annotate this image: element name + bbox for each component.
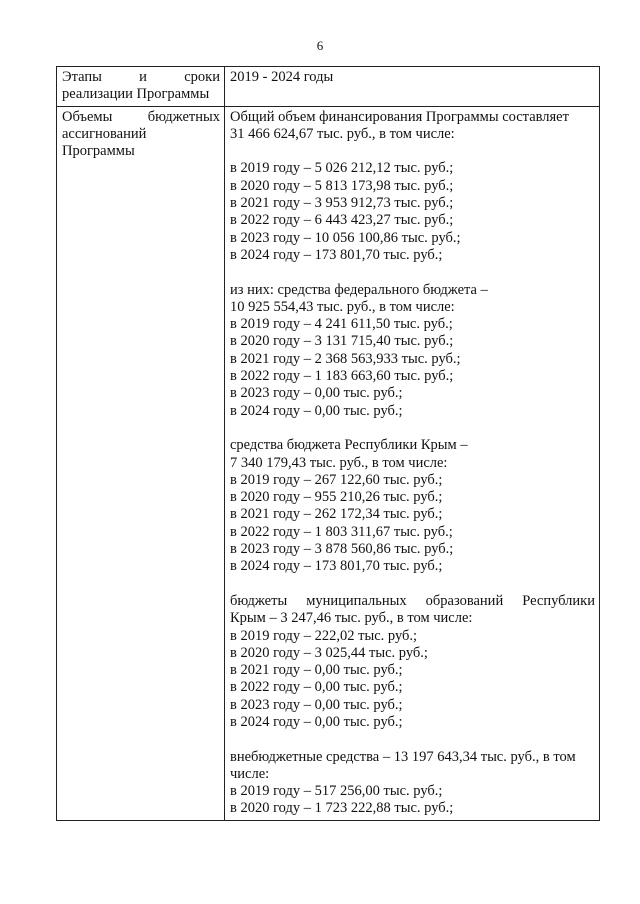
word: и xyxy=(139,69,147,85)
funding-label-line3: Программы xyxy=(62,143,135,160)
spacer xyxy=(230,420,595,437)
funding-value-cell xyxy=(225,106,600,820)
municipal-year-line: в 2024 году – 0,00 тыс. руб.; xyxy=(230,713,403,730)
crimea-year-line: в 2024 году – 173 801,70 тыс. руб.; xyxy=(230,558,443,575)
word: сроки xyxy=(184,69,220,85)
total-year-line: в 2023 году – 10 056 100,86 тыс. руб.; xyxy=(230,229,461,246)
total-year-line: в 2020 году – 5 813 173,98 тыс. руб.; xyxy=(230,177,454,194)
word: бюджетных xyxy=(147,108,220,125)
crimea-year-line: в 2021 году – 262 172,34 тыс. руб.; xyxy=(230,506,443,523)
municipal-year-line: в 2021 году – 0,00 тыс. руб.; xyxy=(230,662,403,679)
word: бюджеты xyxy=(230,592,288,609)
municipal-year-line: в 2019 году – 222,02 тыс. руб.; xyxy=(230,627,418,644)
word: муниципальных xyxy=(306,592,407,609)
federal-year-line: в 2020 году – 3 131 715,40 тыс. руб.; xyxy=(230,333,454,350)
total-year-line: в 2022 году – 6 443 423,27 тыс. руб.; xyxy=(230,212,454,229)
word: Объемы xyxy=(62,108,113,125)
stages-value-cell xyxy=(225,67,600,107)
total-year-line: в 2019 году – 5 026 212,12 тыс. руб.; xyxy=(230,160,454,177)
funding-label-line1 xyxy=(62,109,220,126)
word: Республики xyxy=(522,592,595,609)
spacer xyxy=(230,143,595,160)
extrabudget-line1: внебюджетные средства – 13 197 643,34 тыс. руб., в том xyxy=(230,748,576,765)
word: образований xyxy=(425,592,504,609)
federal-year-line: в 2024 году – 0,00 тыс. руб.; xyxy=(230,402,403,419)
page-number: 6 xyxy=(316,38,324,53)
municipal-year-line: в 2023 году – 0,00 тыс. руб.; xyxy=(230,696,403,713)
federal-line: из них: средства федерального бюджета – xyxy=(230,281,488,298)
crimea-year-line: в 2022 году – 1 803 311,67 тыс. руб.; xyxy=(230,523,453,540)
spacer xyxy=(230,731,595,748)
crimea-year-line: в 2019 году – 267 122,60 тыс. руб.; xyxy=(230,471,443,488)
stages-label-line2: реализации Программы xyxy=(62,86,210,103)
federal-year-line: в 2021 году – 2 368 563,933 тыс. руб.; xyxy=(230,350,461,367)
total-year-line: в 2021 году – 3 953 912,73 тыс. руб.; xyxy=(230,195,454,212)
funding-label-line2: ассигнований xyxy=(62,125,147,142)
spacer xyxy=(230,264,595,281)
extrabudget-year-line: в 2020 году – 1 723 222,88 тыс. руб.; xyxy=(230,800,454,817)
program-passport-table xyxy=(56,66,600,821)
federal-line: 10 925 554,43 тыс. руб., в том числе: xyxy=(230,298,455,315)
word: Этапы xyxy=(62,69,102,85)
stages-label-line1 xyxy=(62,69,220,86)
funding-label-cell xyxy=(57,106,225,820)
federal-year-line: в 2023 году – 0,00 тыс. руб.; xyxy=(230,385,403,402)
total-line: Общий объем финансирования Программы составляет xyxy=(230,108,569,125)
crimea-year-line: в 2020 году – 955 210,26 тыс. руб.; xyxy=(230,489,443,506)
stages-label-cell xyxy=(57,67,225,107)
municipal-year-line: в 2020 году – 3 025,44 тыс. руб.; xyxy=(230,644,428,661)
total-year-line: в 2024 году – 173 801,70 тыс. руб.; xyxy=(230,246,443,263)
crimea-line: средства бюджета Республики Крым – xyxy=(230,437,468,454)
table-row-stages xyxy=(57,67,600,107)
municipal-line1 xyxy=(230,593,595,610)
crimea-line: 7 340 179,43 тыс. руб., в том числе: xyxy=(230,454,448,471)
municipal-year-line: в 2022 году – 0,00 тыс. руб.; xyxy=(230,679,403,696)
table-row-funding xyxy=(57,106,600,820)
total-line: 31 466 624,67 тыс. руб., в том числе: xyxy=(230,125,455,142)
extrabudget-year-line: в 2019 году – 517 256,00 тыс. руб.; xyxy=(230,783,443,800)
stages-value: 2019 - 2024 годы xyxy=(230,69,334,85)
spacer xyxy=(230,576,595,593)
federal-year-line: в 2019 году – 4 241 611,50 тыс. руб.; xyxy=(230,316,453,333)
extrabudget-line2: числе: xyxy=(230,765,270,782)
federal-year-line: в 2022 году – 1 183 663,60 тыс. руб.; xyxy=(230,368,454,385)
crimea-year-line: в 2023 году – 3 878 560,86 тыс. руб.; xyxy=(230,541,454,558)
municipal-line2: Крым – 3 247,46 тыс. руб., в том числе: xyxy=(230,610,473,627)
